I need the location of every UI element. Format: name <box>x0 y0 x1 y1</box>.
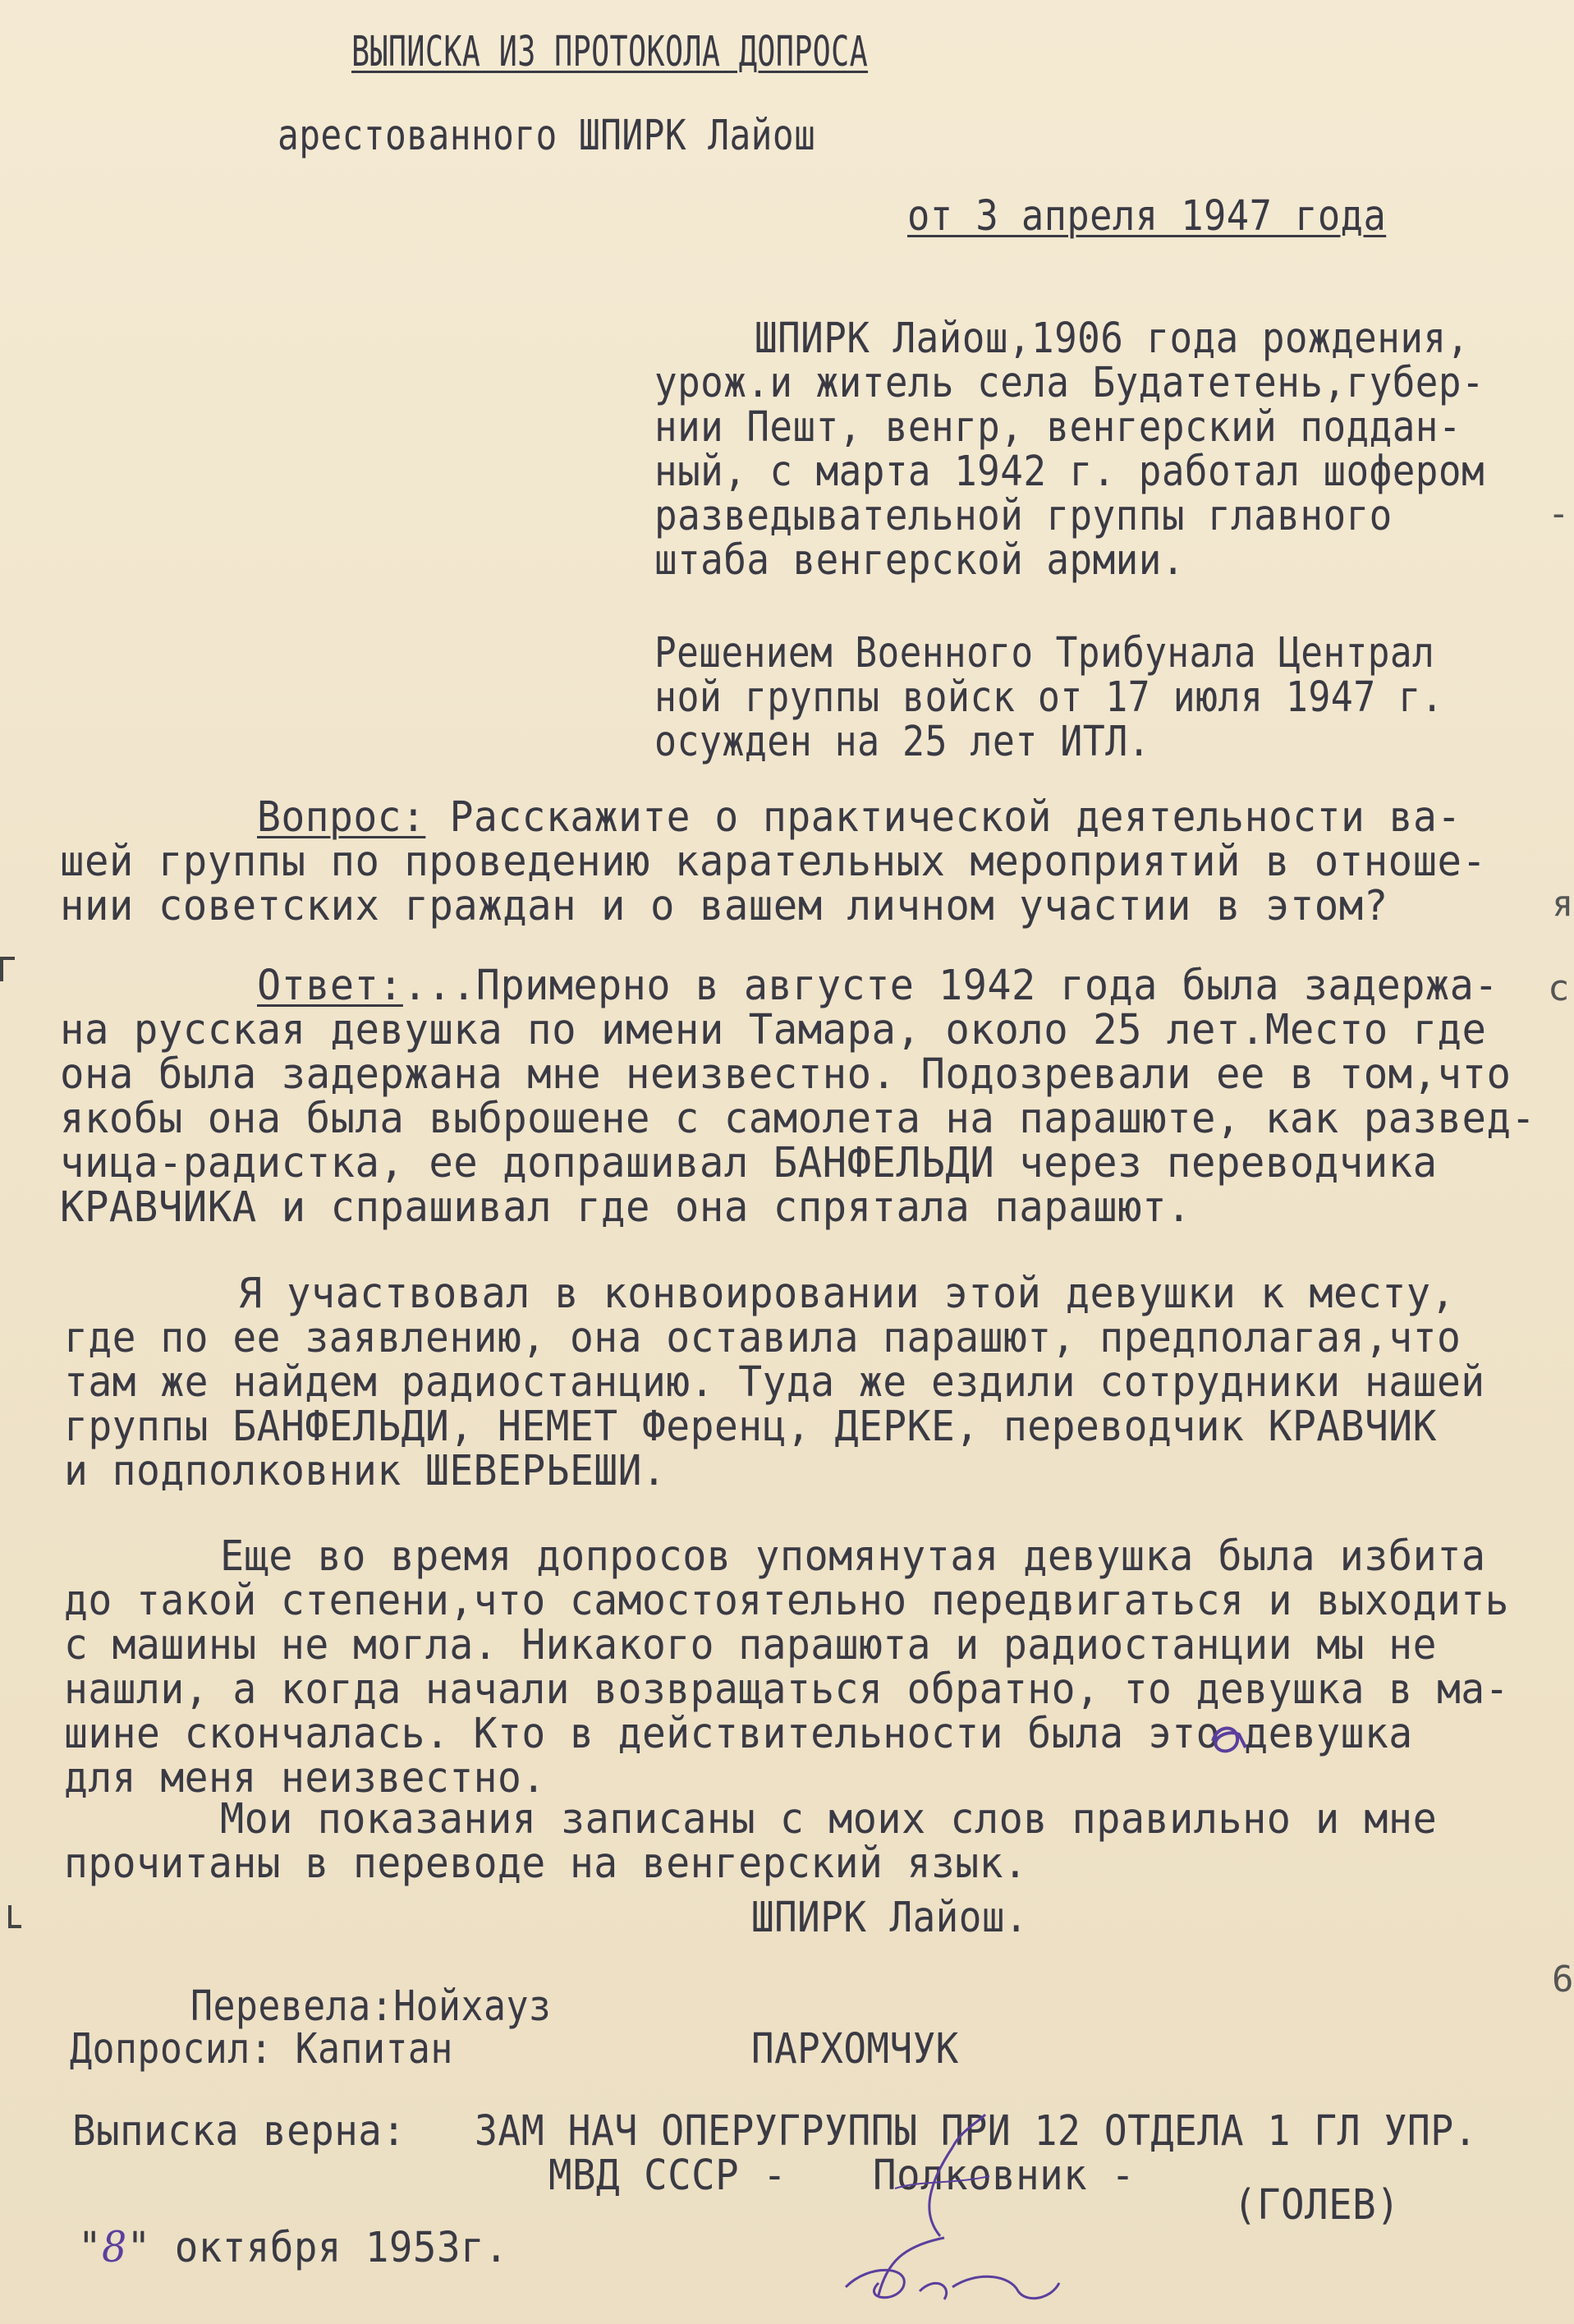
certification-rank: Полковник - <box>873 2152 1136 2200</box>
interrogator-name: ПАРХОМЧУК <box>751 2025 959 2074</box>
answer-line: якобы она была выброшене с самолета на парашюте, как развед- <box>60 1095 1536 1143</box>
answer-line: она была задержана мне неизвестно. Подозревали ее в том,что <box>60 1050 1512 1099</box>
paragraph-line: с машины не могла. Никакого парашюта и радиостанции мы не <box>64 1621 1437 1670</box>
paragraph-line: для меня неизвестно. <box>64 1754 546 1803</box>
answer-label: Ответ: <box>257 962 403 1010</box>
handwritten-correction <box>1203 1708 1269 1766</box>
paragraph-line: и подполковник ШЕВЕРЬЕШИ. <box>64 1447 667 1495</box>
margin-mark: 6 <box>1552 1959 1574 2000</box>
date-day-handwritten: 8 <box>102 2224 127 2272</box>
document-subtitle: арестованного ШПИРК Лайош <box>278 112 816 160</box>
margin-mark: - <box>1548 493 1570 535</box>
paragraph-line: там же найдем радиостанцию. Туда же ездили сотрудники нашей <box>64 1358 1485 1407</box>
paragraph-line: Еще во время допросов упомянутая девушка была избита <box>220 1532 1486 1581</box>
interrogator-label: Допросил: Капитан <box>70 2025 453 2074</box>
paragraph-line: шине скончалась. Кто в действительности была это девушка <box>64 1710 1413 1758</box>
paragraph-line: Мои показания записаны с моих слов правильно и мне <box>220 1795 1438 1844</box>
margin-mark: с <box>1548 967 1570 1009</box>
paragraph-line: до такой степени,что самостоятельно передвигаться и выходить <box>64 1577 1509 1625</box>
question-line: шей группы по проведению карательных мероприятий в отноше- <box>60 838 1487 886</box>
bio-line: нии Пешт, венгр, венгерский поддан- <box>654 403 1462 452</box>
certification-label: Выписка верна: <box>72 2107 406 2156</box>
bio-line: урож.и житель села Будатетень,губер- <box>654 359 1485 407</box>
certification-position: ЗАМ НАЧ ОПЕРУГРУППЫ ПРИ 12 ОТДЕЛА 1 ГЛ УПР. <box>475 2107 1478 2156</box>
verdict-line: Решением Военного Трибунала Централ <box>654 629 1435 677</box>
bio-line: разведывательной группы главного <box>654 492 1393 540</box>
handwritten-signature <box>813 2098 1084 2312</box>
answer-line: КРАВЧИКА и спрашивал где она спрятала парашют. <box>60 1183 1192 1232</box>
witness-signature: ШПИРК Лайош. <box>751 1894 1029 1942</box>
bio-line: ШПИРК Лайош,1906 года рождения, <box>755 315 1470 363</box>
verdict-line: осужден на 25 лет ИТЛ. <box>654 718 1151 766</box>
paragraph-line: прочитаны в переводе на венгерский язык. <box>64 1839 1028 1888</box>
left-margin-tick <box>8 1905 11 1927</box>
paragraph-line: где по ее заявлению, она оставила парашют, предполагая,что <box>64 1314 1462 1362</box>
question-line: нии советских граждан и о вашем личном участии в этом? <box>60 882 1388 930</box>
certification-org: МВД СССР - <box>548 2152 787 2200</box>
bio-line: штаба венгерской армии. <box>654 536 1185 585</box>
bio-line: ный, с марта 1942 г. работал шофером <box>654 448 1485 496</box>
answer-line: чица-радистка, ее допрашивал БАНФЕЛЬДИ через переводчика <box>60 1139 1438 1187</box>
certifier-name: (ГОЛЕВ) <box>1233 2181 1401 2230</box>
question-first-line <box>257 793 1462 842</box>
question-label: Вопрос: <box>257 793 426 842</box>
answer-line: на русская девушка по имени Тамара, около 25 лет.Место где <box>60 1006 1487 1054</box>
verdict-line: ной группы войск от 17 июля 1947 г. <box>654 673 1444 722</box>
certification-date <box>78 2224 509 2272</box>
answer-first-line <box>257 962 1498 1010</box>
answer-text: ...Примерно в августе 1942 года была задержа- <box>402 962 1498 1010</box>
left-margin-tick <box>8 1925 21 1928</box>
left-margin-tick <box>0 957 3 981</box>
date-close-quote: " <box>126 2224 151 2272</box>
date-open-quote: " <box>78 2224 103 2272</box>
paragraph-line: нашли, а когда начали возвращаться обратно, то девушка в ма- <box>64 1665 1509 1714</box>
paragraph-line: группы БАНФЕЛЬДИ, НЕМЕТ Ференц, ДЕРКЕ, переводчик КРАВЧИК <box>64 1403 1437 1451</box>
protocol-date: от 3 апреля 1947 года <box>907 192 1387 241</box>
paragraph-line: Я участвовал в конвоировании этой девушки к месту, <box>238 1270 1456 1318</box>
translator-line: Перевела:Нойхауз <box>190 1982 552 2031</box>
document-title: ВЫПИСКА ИЗ ПРОТОКОЛА ДОПРОСА <box>351 28 869 76</box>
margin-mark: я <box>1552 883 1574 925</box>
question-text: Расскажите о практической деятельности ва- <box>425 793 1462 842</box>
date-rest: октября 1953г. <box>150 2224 509 2272</box>
